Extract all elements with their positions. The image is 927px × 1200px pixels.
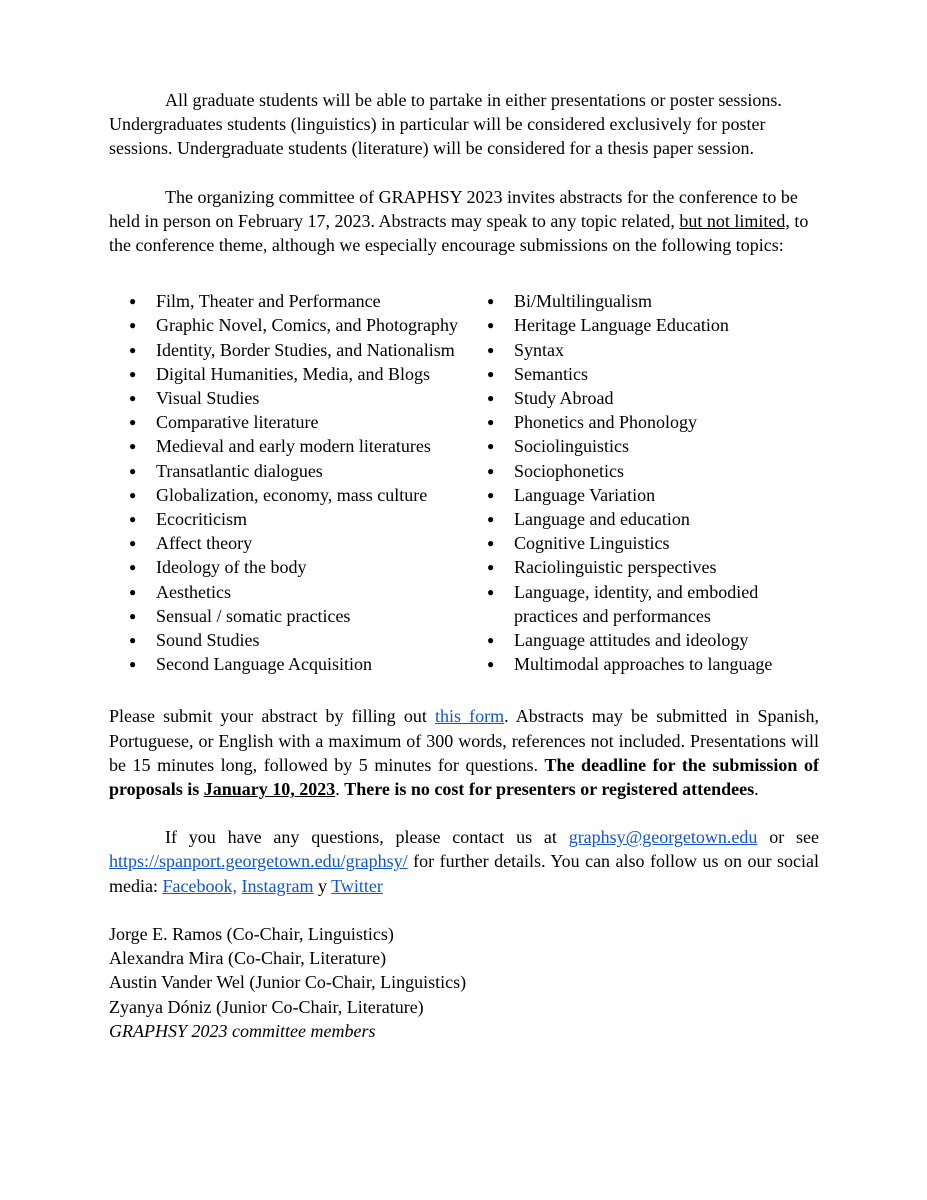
list-item: ● Sound Studies xyxy=(109,628,467,652)
committee-signature-line: GRAPHSY 2023 committee members xyxy=(109,1020,376,1041)
list-item: ● Language attitudes and ideology xyxy=(467,628,819,652)
list-item: ● Study Abroad xyxy=(467,386,819,410)
facebook-link[interactable]: Facebook, xyxy=(162,875,237,896)
list-item: ● Ideology of the body xyxy=(109,555,467,579)
submission-details: . Abstracts may be submitted in Spanish, Portuguese, or English with a maximum of 300 words, references not included. Presentations will be 15 minutes long, followed by 5 minutes for questions. xyxy=(109,706,819,775)
document-content xyxy=(109,88,819,1043)
list-item: ● Syntax xyxy=(467,338,819,362)
list-item: ● Semantics xyxy=(467,362,819,386)
list-item: ● Language Variation xyxy=(467,483,819,507)
list-item: ● Comparative literature xyxy=(109,410,467,434)
list-item: ● Phonetics and Phonology xyxy=(467,410,819,434)
list-item: ● Digital Humanities, Media, and Blogs xyxy=(109,362,467,386)
contact-paragraph xyxy=(109,825,819,898)
list-item: ● Language, identity, and embodied practices and performances xyxy=(467,580,819,628)
list-item: ● Sociophonetics xyxy=(467,459,819,483)
list-item: ● Identity, Border Studies, and Nationalism xyxy=(109,338,467,362)
list-item: ● Sociolinguistics xyxy=(467,434,819,458)
topics-column-right xyxy=(467,289,819,676)
call-text-before: The organizing committee of GRAPHSY 2023 invites abstracts for the conference to be held in person on February 17, 2023. Abstracts may speak to any topic related, xyxy=(109,186,798,231)
list-item: ● Globalization, economy, mass culture xyxy=(109,483,467,507)
contact-intro: If you have any questions, please contact us at xyxy=(165,827,569,848)
signer-line: Austin Vander Wel (Junior Co-Chair, Linguistics) xyxy=(109,972,467,993)
no-cost-notice: There is no cost for presenters or registered attendees xyxy=(344,779,755,800)
topics-list xyxy=(109,289,819,676)
deadline-date: January 10, 2023 xyxy=(203,779,336,800)
list-item: ● Raciolinguistic perspectives xyxy=(467,555,819,579)
eligibility-paragraph: All graduate students will be able to partake in either presentations or poster sessions. Undergraduates students (linguistics) in particular will be considered exclusively for poster sessions. Undergraduate students (literature) will be considered for a thesis paper session. xyxy=(109,90,782,159)
contact-or-see: or see xyxy=(757,827,819,848)
submission-end: . xyxy=(754,779,759,800)
list-item: ● Cognitive Linguistics xyxy=(467,531,819,555)
list-item: ● Heritage Language Education xyxy=(467,313,819,337)
deadline-separator: . xyxy=(335,779,345,800)
contact-y: y xyxy=(313,875,332,896)
list-item: ● Affect theory xyxy=(109,531,467,555)
submission-intro: Please submit your abstract by filling out xyxy=(109,706,435,727)
submission-paragraph xyxy=(109,704,819,801)
deadline-text: The deadline for the submission of proposals is xyxy=(109,754,819,800)
list-item: ● Language and education xyxy=(467,507,819,531)
list-item: ● Visual Studies xyxy=(109,386,467,410)
abstract-form-link[interactable]: this form xyxy=(434,706,505,727)
list-item: ● Sensual / somatic practices xyxy=(109,604,467,628)
list-item: ● Bi/Multilingualism xyxy=(467,289,819,313)
signer-line: Alexandra Mira (Co-Chair, Literature) xyxy=(109,948,387,969)
list-item: ● Medieval and early modern literatures xyxy=(109,434,467,458)
topics-column-left xyxy=(109,289,467,676)
signer-line: Zyanya Dóniz (Junior Co-Chair, Literature) xyxy=(109,996,424,1017)
list-item: ● Graphic Novel, Comics, and Photography xyxy=(109,313,467,337)
instagram-link[interactable]: Instagram xyxy=(241,875,314,896)
list-item: ● Ecocriticism xyxy=(109,507,467,531)
website-link[interactable]: https://spanport.georgetown.edu/graphsy/ xyxy=(109,851,408,872)
call-text-after: to the conference theme, although we especially encourage submissions on the following topics: xyxy=(109,210,809,256)
call-for-abstracts-paragraph xyxy=(109,185,819,258)
contact-details: for further details. You can also follow us on our social media: xyxy=(109,851,819,896)
list-item: ● Film, Theater and Performance xyxy=(109,289,467,313)
email-link[interactable]: graphsy@georgetown.edu xyxy=(568,827,758,848)
list-item: ● Transatlantic dialogues xyxy=(109,459,467,483)
call-text-underlined: but not limited, xyxy=(679,210,790,231)
signer-line: Jorge E. Ramos (Co-Chair, Linguistics) xyxy=(109,923,394,944)
list-item: ● Aesthetics xyxy=(109,580,467,604)
committee-signatures xyxy=(109,922,819,1043)
list-item: ● Multimodal approaches to language xyxy=(467,652,819,676)
twitter-link[interactable]: Twitter xyxy=(331,875,383,896)
list-item: ● Second Language Acquisition xyxy=(109,652,467,676)
